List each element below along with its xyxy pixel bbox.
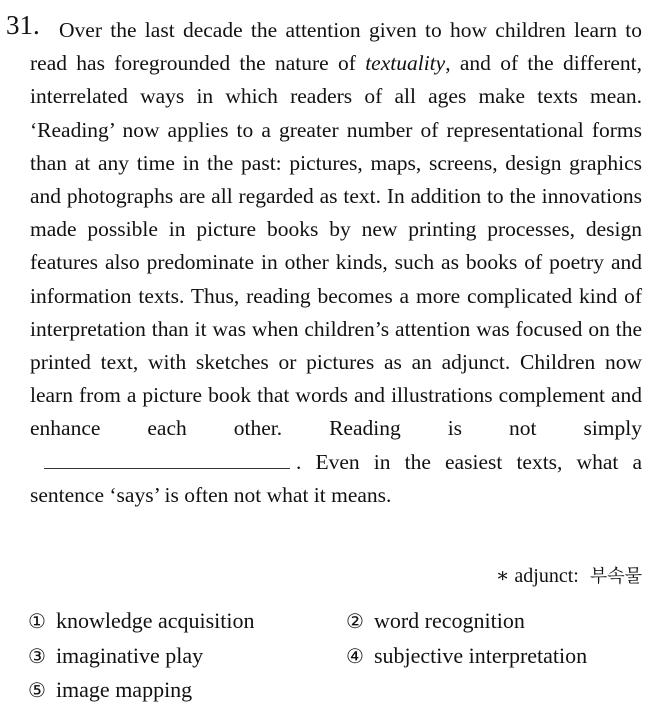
footnote-term: adjunct: (514, 565, 579, 587)
choice-number: ④ (346, 644, 364, 668)
footnote-definition: 부속물 (589, 566, 642, 587)
choice-5[interactable] (28, 675, 192, 705)
choice-number: ③ (28, 644, 46, 668)
choice-3[interactable] (28, 641, 203, 671)
choice-text: subjective interpretation (373, 643, 588, 668)
choice-text: word recognition (373, 608, 525, 633)
passage-text-1: Over the last decade the attention given to how children learn to read has foregrounded the nature of (30, 18, 642, 76)
question-number: 31. (6, 10, 40, 40)
choice-number: ② (346, 609, 364, 633)
passage-italic-term: textuality (365, 51, 446, 76)
answer-blank (44, 449, 290, 469)
footnote-marker: ∗ (495, 565, 510, 587)
choice-number: ① (28, 609, 46, 633)
passage (30, 14, 642, 512)
choice-4[interactable] (346, 641, 587, 671)
choice-1[interactable] (28, 606, 255, 636)
choice-text: knowledge acquisition (55, 608, 255, 633)
choice-number: ⑤ (28, 678, 46, 702)
passage-text-2: , and of the different, interrelated ways in which readers of all ages make texts mean. ‘Reading’ now applies to a greater number of representational forms than at any time in the past: pictures, maps, screens, design graphics and photographs are all regarded as text. In addition to the innovations made possible in picture books by new printing processes, design features also predominate in other kinds, such as books of poetry and information texts. Thus, reading becomes a more complicated kind of interpretation than it was when children’s attention was focused on the printed text, with sketches or pictures as an adjunct. Children now learn from a picture book that words and illustrations complement and enhance each other. Reading is not simply (30, 51, 642, 441)
footnote (496, 562, 642, 591)
choice-text: image mapping (55, 677, 193, 702)
passage-text-3: . Even in the easiest texts, what a sentence ‘says’ is often not what it means. (30, 449, 642, 507)
choice-text: imaginative play (55, 643, 204, 668)
choice-2[interactable] (346, 606, 525, 636)
